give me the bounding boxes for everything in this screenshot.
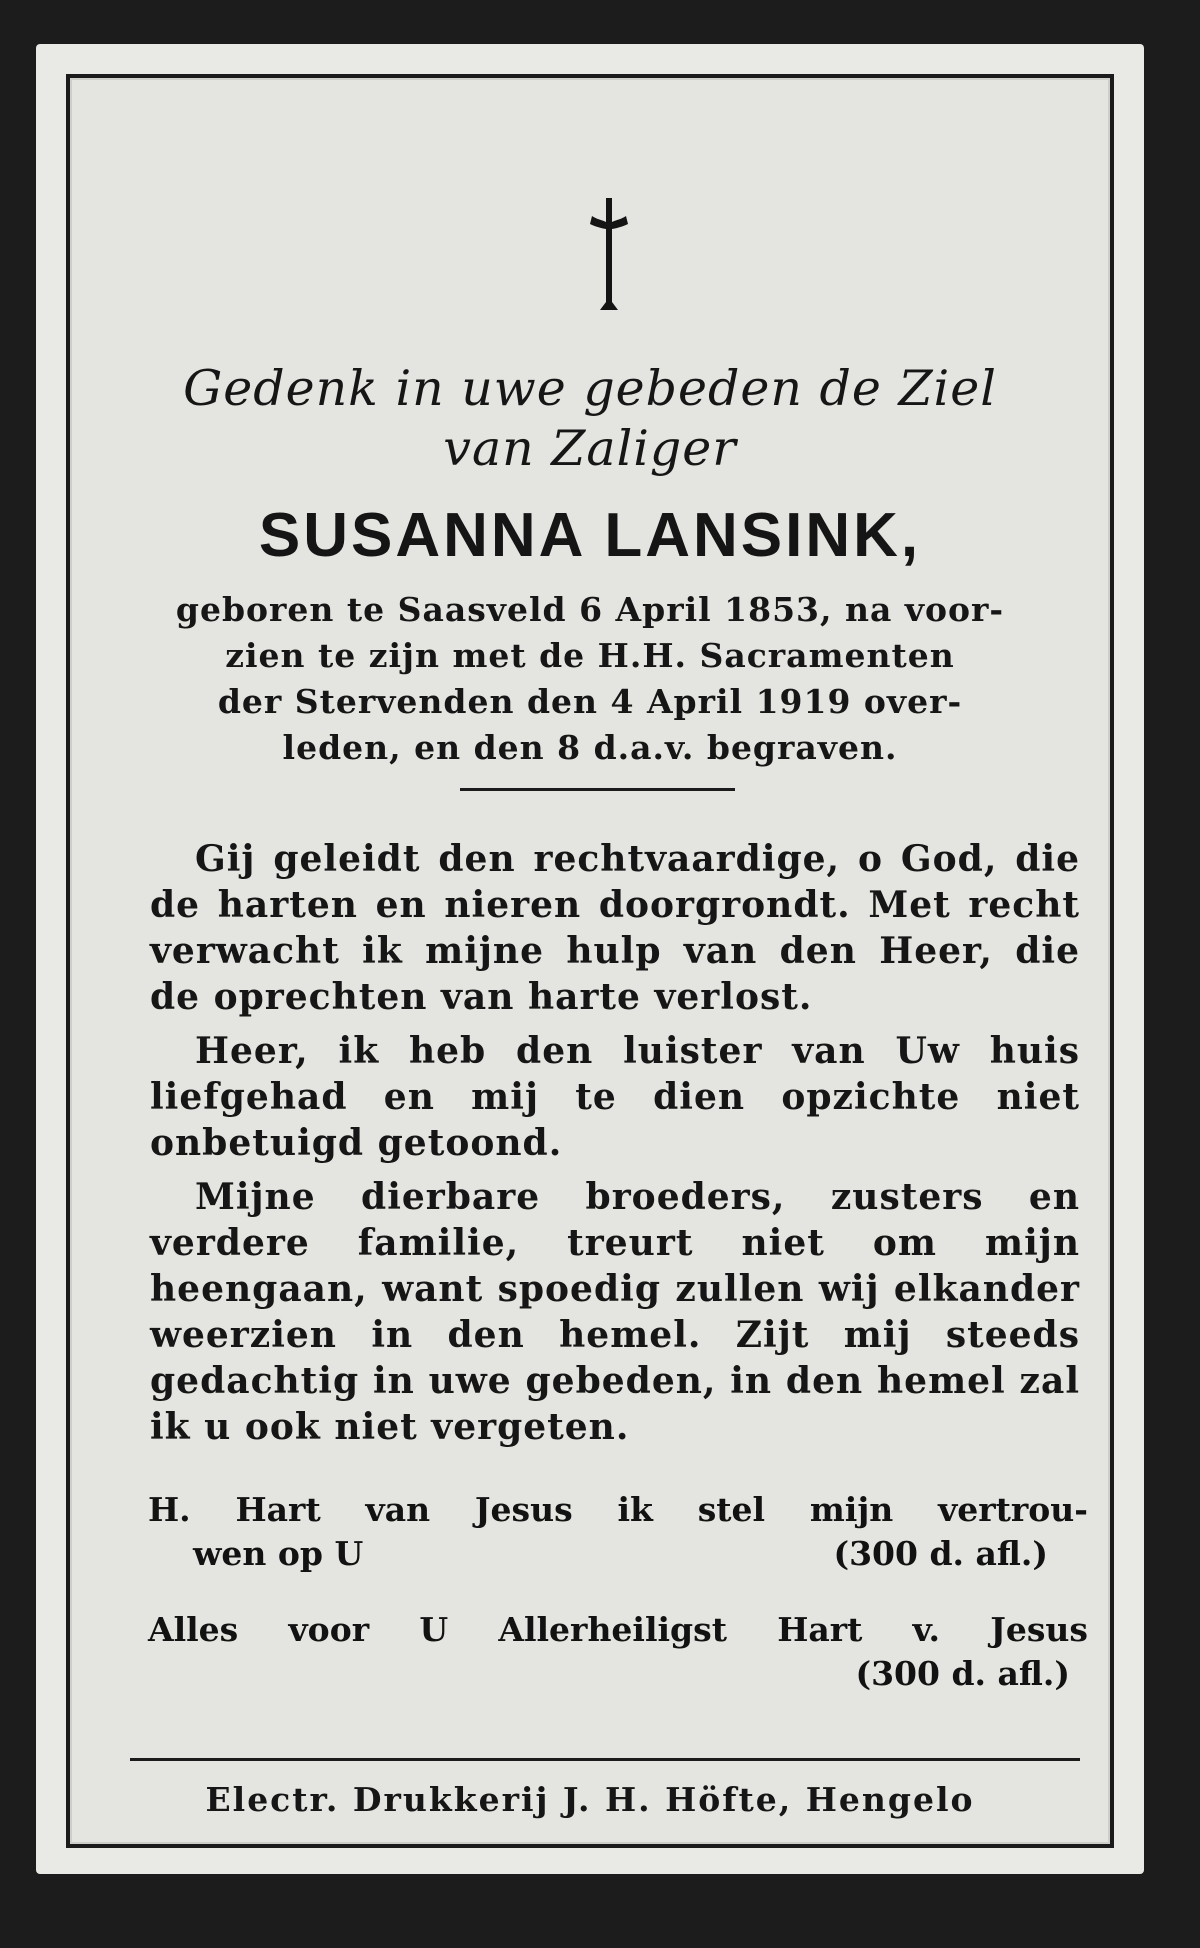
paragraph: Gij geleidt den rechtvaardige, o God, die de harten en nieren doorgrondt. Met recht verwacht ik mijne hulp van den Heer, die de oprechten van harte verlost. [150, 838, 1080, 1018]
indulgence-note: (300 d. afl.) [855, 1654, 1070, 1693]
footer-divider [130, 1758, 1080, 1761]
bio-line: der Stervenden den 4 April 1919 over- [217, 682, 963, 721]
printer-credit: Electr. Drukkerij J. H. Höfte, Hengelo [205, 1780, 975, 1819]
prayer-line: wen op U [193, 1534, 364, 1573]
bio-line: geboren te Saasveld 6 April 1853, na voor- [175, 590, 1005, 629]
memorial-card [36, 44, 1144, 1874]
card-border-frame [66, 74, 1114, 1848]
intro-line-1: Gedenk in uwe gebeden de Ziel [183, 360, 997, 417]
scripture-text [150, 836, 1080, 1450]
paragraph: Mijne dierbare broeders, zusters en verdere familie, treurt niet om mijn heengaan, want spoedig zullen wij elkander weerzien in den hemel. Zijt mij steeds gedachtig in uwe gebeden, in den hemel zal ik u ook niet vergeten. [150, 1176, 1080, 1448]
prayer-2 [148, 1608, 1088, 1696]
cross-icon [584, 198, 634, 310]
bio-line: leden, en den 8 d.a.v. begraven. [282, 728, 898, 767]
indulgence-note: (300 d. afl.) [833, 1534, 1048, 1573]
intro-line-2: van Zaliger [443, 420, 737, 477]
bio-line: zien te zijn met de H.H. Sacramenten [225, 636, 955, 675]
prayer-1 [148, 1488, 1088, 1576]
deceased-name: SUSANNA LANSINK, [258, 501, 922, 570]
section-divider [460, 788, 735, 791]
paragraph: Heer, ik heb den luister van Uw huis liefgehad en mij te dien opzichte niet onbetuigd getoond. [150, 1030, 1080, 1164]
prayer-line: Alles voor U Allerheiligst Hart v. Jesus [148, 1610, 1088, 1649]
prayer-line: H. Hart van Jesus ik stel mijn vertrou- [148, 1490, 1088, 1529]
